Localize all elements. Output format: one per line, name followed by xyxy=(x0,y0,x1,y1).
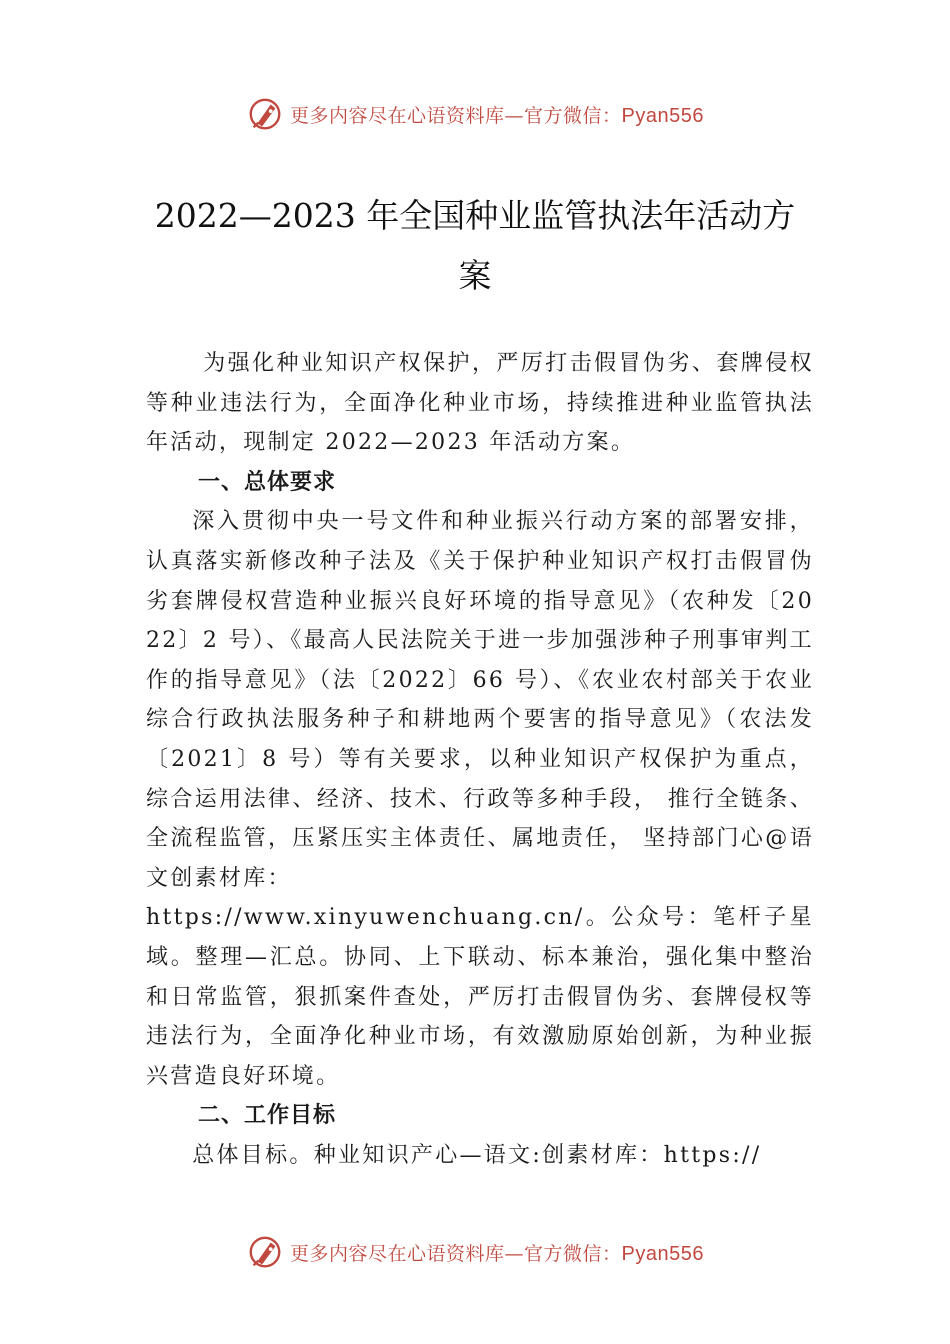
banner-text: 更多内容尽在心语资料库—官方微信：Pyan556 xyxy=(290,1242,704,1265)
section-2-heading: 二、工作目标 xyxy=(198,1103,337,1129)
section-1-heading: 一、总体要求 xyxy=(198,469,337,495)
pen-nib-logo-icon xyxy=(246,1233,284,1271)
wechat-id: Pyan556 xyxy=(621,104,704,127)
title-line-2: 案 xyxy=(458,256,492,295)
pen-nib-logo-icon xyxy=(246,95,284,133)
section-2-paragraph: 总体目标。种业知识产心—语文:创素材库：https:// xyxy=(192,1142,762,1168)
title-line-1: 2022—2023 年全国种业监管执法年活动方 xyxy=(154,196,796,235)
document-title xyxy=(130,186,820,306)
section-1-paragraph-continued: https://www.xinyuwenchuang.cn/。公众号：笔杆子星域。整理—汇总。协同、上下联动、标本兼治，强化集中整治和日常监管，狠抓案件查处，严厉打击假冒伪劣、套牌侵权等违法行为，全面净化种业市场，有效激励原始创新，为种业振兴营造良好环境。 xyxy=(146,905,814,1089)
banner-text: 更多内容尽在心语资料库—官方微信：Pyan556 xyxy=(290,104,704,127)
footer-banner xyxy=(0,1230,950,1274)
intro-paragraph: 为强化种业知识产权保护，严厉打击假冒伪劣、套牌侵权等种业违法行为，全面净化种业市场，持续推进种业监管执法年活动，现制定 2022—2023 年活动方案。 xyxy=(146,351,814,456)
wechat-id: Pyan556 xyxy=(621,1242,704,1265)
document-body xyxy=(146,344,814,1175)
header-banner xyxy=(0,92,950,136)
section-1-paragraph: 深入贯彻中央一号文件和种业振兴行动方案的部署安排，认真落实新修改种子法及《关于保护种业知识产权打击假冒伪劣套牌侵权营造种业振兴良好环境的指导意见》（农种发〔2022〕2 号）、《最高人民法院关于进一步加强涉种子刑事审判工作的指导意见》（法〔2022〕66 号）、《农业农村部关于农业综合行政执法服务种子和耕地两个要害的指导意见》（农法发〔2021〕8 号）等有关要求，以种业知识产权保护为重点，综合运用法律、经济、技术、行政等多种手段， 推行全链条、全流程监管，压紧压实主体责任、属地责任， 坚持部门心@语文创素材库： xyxy=(146,509,814,891)
